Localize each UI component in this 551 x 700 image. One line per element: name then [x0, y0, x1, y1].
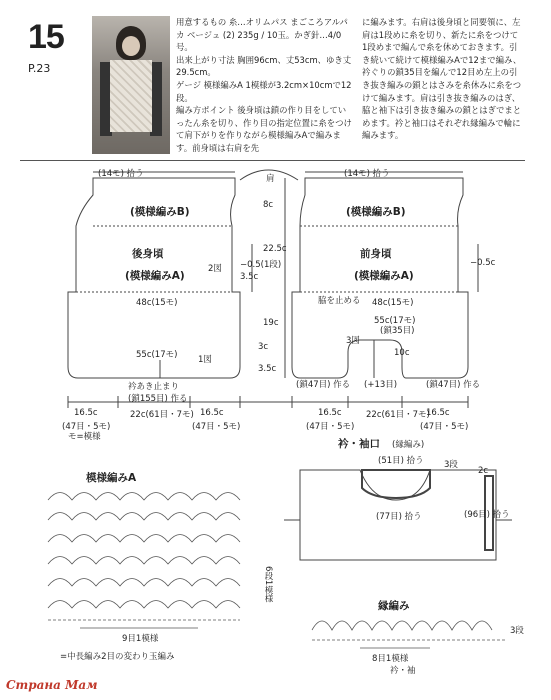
armhole-dim: 19c	[263, 318, 279, 328]
stitch-key: モ=模様	[68, 432, 101, 442]
back-body-title: 後身頃	[132, 248, 164, 260]
edging-repeat: 8目1模様	[372, 654, 409, 664]
pattern-a-legend: =中長編み2目の変わり玉編み	[60, 652, 175, 662]
front-body-title: 前身頃	[360, 248, 392, 260]
pattern-number: 15	[28, 18, 64, 56]
page-reference: P.23	[28, 62, 51, 75]
back-hem-width: 55c(17モ)	[136, 350, 178, 360]
front-marker-3: 3図	[346, 336, 360, 346]
back-side-3c: 3c	[258, 342, 269, 352]
pattern-a-rows: 6段1模様	[263, 566, 273, 603]
back-dim-b: 22c(61目・7モ)	[130, 410, 194, 420]
front-dim-e: (47目・5モ)	[420, 422, 469, 432]
yoke-dim: 8c	[263, 200, 274, 210]
finished-size: 出来上がり寸法 胸囲96cm、丈53cm、ゆき丈29.5cm。	[176, 54, 352, 78]
collar-rows-3: 3段	[444, 460, 458, 470]
front-dim-c: 16.5c	[426, 408, 450, 418]
pattern-a-title: 模様編みA	[86, 472, 137, 484]
side-note: 脇を止める	[318, 296, 361, 306]
back-dim-a: 16.5c	[74, 408, 98, 418]
back-side-05: −0.5(1段)	[240, 260, 282, 270]
back-dim-e: (47目・5モ)	[192, 422, 241, 432]
points: 編み方ポイント 後身頃は鎖の作り目をしていったん糸を切り、作り目の指定位置に糸をつけて肩下がりを作りながら模様編みAで編みます。前身頃は右肩を先	[176, 105, 352, 153]
collar-cuff-title: 衿・袖口	[338, 438, 380, 450]
shoulder-label: 肩	[266, 174, 275, 184]
front-side-05: −0.5c	[470, 258, 496, 268]
front-top-pick: (14モ) 拾う	[344, 169, 390, 179]
back-side-35: 3.5c	[240, 272, 259, 282]
back-body-pattern: (模様編みA)	[125, 270, 185, 282]
front-dim-b: 22c(61目・7モ)	[366, 410, 430, 420]
back-chain-label: 衿あき止まり	[128, 382, 180, 392]
front-yoke-pattern: (模様編みB)	[346, 206, 406, 218]
back-top-pick: (14モ) 拾う	[98, 169, 144, 179]
materials-line: 用意するもの 糸…オリムパス まごころアルパカ ベージュ (2) 235g / 10玉。かぎ針…4/0号。	[176, 17, 348, 53]
collar-pick-51: (51目) 拾う	[378, 456, 424, 466]
pattern-a-repeat: 9目1模様	[122, 634, 159, 644]
back-dim-d: (47目・5モ)	[62, 422, 111, 432]
back-marker-2: 2図	[208, 264, 222, 274]
front-neck-chain: (鎖35目)	[380, 326, 415, 336]
front-dim-d: (47目・5モ)	[306, 422, 355, 432]
collar-pick-77: (77目) 拾う	[376, 512, 422, 522]
front-neck-depth: 10c	[394, 348, 410, 358]
gauge: ゲージ 模様編みA 1模様が3.2cm×10cmで12段。	[176, 79, 352, 103]
front-dim-a: 16.5c	[318, 408, 342, 418]
back-marker-1: 1図	[198, 355, 212, 365]
front-bust: 48c(15モ)	[372, 298, 414, 308]
instructions-block: に編みます。右肩は後身頃と同要領に、左肩は1段めに糸を切り、新たに糸をつけて1段めまで編んで糸を休めておきます。引き続いて続けて模様編みAで12まで編み、衿ぐりの鎖35目を編んで12目め左上の引き抜き編みの鎖とはさみを糸休みに糸をつけて編みます。肩は引き抜き編みのはぎ、脇と袖下は引き抜き編みの鎖とはぎでまとめます。衿と袖口はそれぞれ縁編みで輪に編みます。	[362, 17, 522, 141]
front-make-left: (鎖47目) 作る	[296, 380, 351, 390]
cuff-pick-96: (96目) 拾う	[464, 510, 510, 520]
front-body-pattern: (模様編みA)	[354, 270, 414, 282]
edging-title: 縁編み	[378, 600, 410, 612]
edging-rows: 3段	[510, 626, 524, 636]
front-neck-width: 55c(17モ)	[374, 316, 416, 326]
back-dim-c: 16.5c	[200, 408, 224, 418]
back-bust: 48c(15モ)	[136, 298, 178, 308]
front-make-right: (鎖47目) 作る	[426, 380, 481, 390]
back-chain-count: (鎖155目) 作る	[128, 394, 188, 404]
edging-bottom: 衿・袖	[390, 666, 416, 676]
back-yoke-pattern: (模様編みB)	[130, 206, 190, 218]
site-watermark: Страна Мам	[6, 678, 98, 692]
cuff-width: 2c	[478, 466, 489, 476]
front-neck-plus: (+13目)	[364, 380, 398, 390]
back-side-35b: 3.5c	[258, 364, 277, 374]
body-dim: 22.5c	[263, 244, 287, 254]
collar-cuff-subtitle: (縁編み)	[392, 440, 425, 450]
